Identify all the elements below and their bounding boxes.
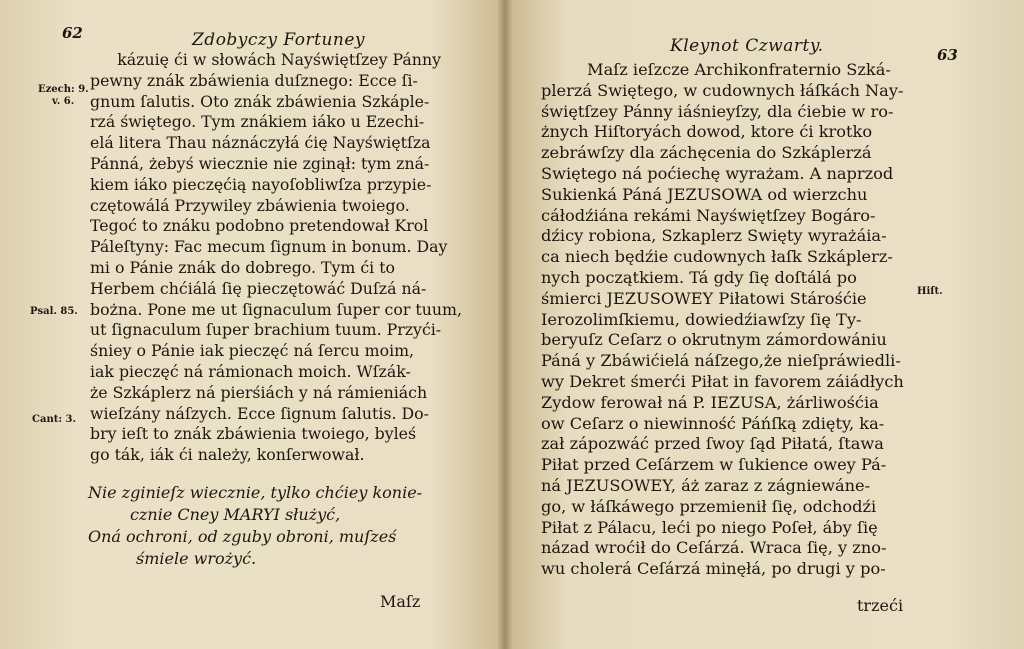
text-line: Swiętego ná poćiechę wyrażam. A naprzod (541, 163, 894, 183)
text-line: ná JEZUSOWEY, áż zaraz z zágniewáne- (541, 475, 871, 495)
text-line: gnum ſalutis. Oto znák zbáwienia Szkáple- (90, 91, 430, 111)
text-line: że Szkáplerz ná pierśiách y ná rámieniách (90, 382, 428, 402)
text-line: názad wroćił do Ceſárzá. Wraca ſię, y zno- (541, 538, 887, 558)
text-line: wy Dekret śmerći Piłat in favorem záiádłych (541, 371, 904, 391)
text-line: mi o Pánie znák do dobrego. Tym ći to (90, 257, 396, 277)
text-line: Pánná, żebyś wiecznie nie zginął: tym zná- (90, 153, 430, 173)
text-line: Ierozolimſkiemu, dowiedźiawſzy ſię Ty- (541, 309, 862, 329)
verse-line: śmiele wrożyć. (136, 549, 257, 568)
main-text (90, 50, 472, 466)
text-line: śniey o Pánie iak pieczęć ná ſercu moim, (90, 341, 415, 361)
text-line: ca niech będźie cudownych łaſk Szkáplerz- (541, 247, 893, 267)
margin-note: Ezech: 9. (38, 84, 89, 95)
text-line: żnych Hiſtoryách dowod, ktore ći krotko (541, 122, 873, 142)
catchword: Maſz (380, 592, 421, 611)
text-line: czętowálá Przywiley zbáwienia twoiego. (90, 195, 410, 215)
text-line: zebráwſzy dla záchęcenia do Szkáplerzá (541, 143, 872, 163)
margin-note: Hiſt. (917, 286, 943, 297)
text-line: ut ſignaculum ſuper brachium tuum. Przyći- (90, 320, 442, 340)
page-number: 62 (62, 24, 83, 42)
text-line: pewny znák zbáwienia duſznego: Ecce ſi- (90, 70, 418, 90)
text-line: wu cholerá Ceſárzá minęłá, po drugi y po- (541, 559, 886, 579)
text-line: Páleſtyny: Fac mecum ſignum in bonum. Day (90, 237, 448, 257)
text-line: wieſzány náſzych. Ecce ſignum ſalutis. Do- (90, 403, 429, 423)
text-line: plerzá Swiętego, w cudownych łáſkách Nay- (541, 80, 904, 100)
text-line: śmierci JEZUSOWEY Piłatowi Stárośćie (541, 288, 867, 308)
margin-note: Cant: 3. (32, 414, 76, 425)
text-line: elá litera Thau náznáczyłá ćię Nayświętſza (90, 133, 431, 153)
page-number: 63 (937, 46, 958, 64)
text-line: dźicy robiona, Szkaplerz Swięty wyrażáia- (541, 226, 887, 246)
text-line: Maſz ieſzcze Archikonfraternio Szká- (587, 60, 891, 79)
text-line: Sukienká Páná JEZUSOWA od wierzchu (541, 184, 868, 204)
text-line: świętſzey Pánny iáśnieyſzy, dla ćiebie w ro- (541, 101, 894, 121)
text-line: go, w łáſkáwego przemienił ſię, odchodźi (541, 496, 877, 516)
text-line: kázuię ći w słowách Nayświętſzey Pánny (117, 50, 442, 69)
text-line: go ták, iák ći należy, konſerwował. (90, 445, 365, 465)
margin-note: Psal. 85. (30, 306, 78, 317)
running-head: Zdobyczy Fortuney (192, 30, 366, 50)
text-line: bry ieſt to znák zbáwienia twoiego, byleś (90, 424, 417, 444)
text-line: Tegoć to znáku podobno pretendował Krol (90, 216, 429, 236)
right-page (505, 0, 1024, 649)
verse (88, 482, 422, 570)
running-head: Kleynot Czwarty. (670, 36, 824, 56)
left-page (0, 0, 505, 649)
text-line: kiem iáko pieczęćią nayoſobliwſza przypie- (90, 174, 432, 194)
text-line: Piłat przed Ceſárzem w ſukience owey Pá- (541, 455, 887, 475)
text-line: cáłodźiána rekámi Nayświętſzey Bogáro- (541, 205, 876, 225)
catchword: trzeći (857, 596, 904, 615)
main-text (541, 60, 904, 580)
verse-line: cznie Cney MARYI służyć, (130, 505, 341, 524)
text-line: iak pieczęć ná rámionach moich. Wſzák- (90, 361, 411, 381)
verse-line: Nie zginieſz wiecznie, tylko chćiey konie- (88, 483, 423, 502)
text-line: Zydow ferował ná P. IEZUSA, żárliwośćia (541, 392, 879, 412)
text-line: nych początkiem. Tá gdy ſię doſtálá po (541, 267, 857, 287)
text-line: zał zápozwáć przed ſwoy ſąd Piłatá, ſtawa (541, 434, 884, 454)
book-gutter (497, 0, 513, 649)
text-line: Herbem chćiálá ſię pieczętowáć Duſzá ná- (90, 278, 427, 298)
text-line: Páná y Zbáwićielá náſzego,że nieſpráwiedli- (541, 351, 901, 371)
text-line: bożna. Pone me ut ſignaculum ſuper cor tuum, (90, 299, 462, 319)
verse-line: Oná ochroni, od zguby obroni, muſześ (88, 527, 397, 546)
text-line: rzá świętego. Tym znákiem iáko u Ezechi- (90, 112, 425, 132)
text-line: ow Ceſarz o niewinność Páńſką zdięty, ka- (541, 413, 885, 433)
margin-note: v. 6. (52, 96, 75, 107)
text-line: beryuſz Ceſarz o okrutnym zámordowániu (541, 330, 887, 350)
text-line: Piłat z Pálacu, leći po niego Poſeł, áby ſię (541, 517, 878, 537)
